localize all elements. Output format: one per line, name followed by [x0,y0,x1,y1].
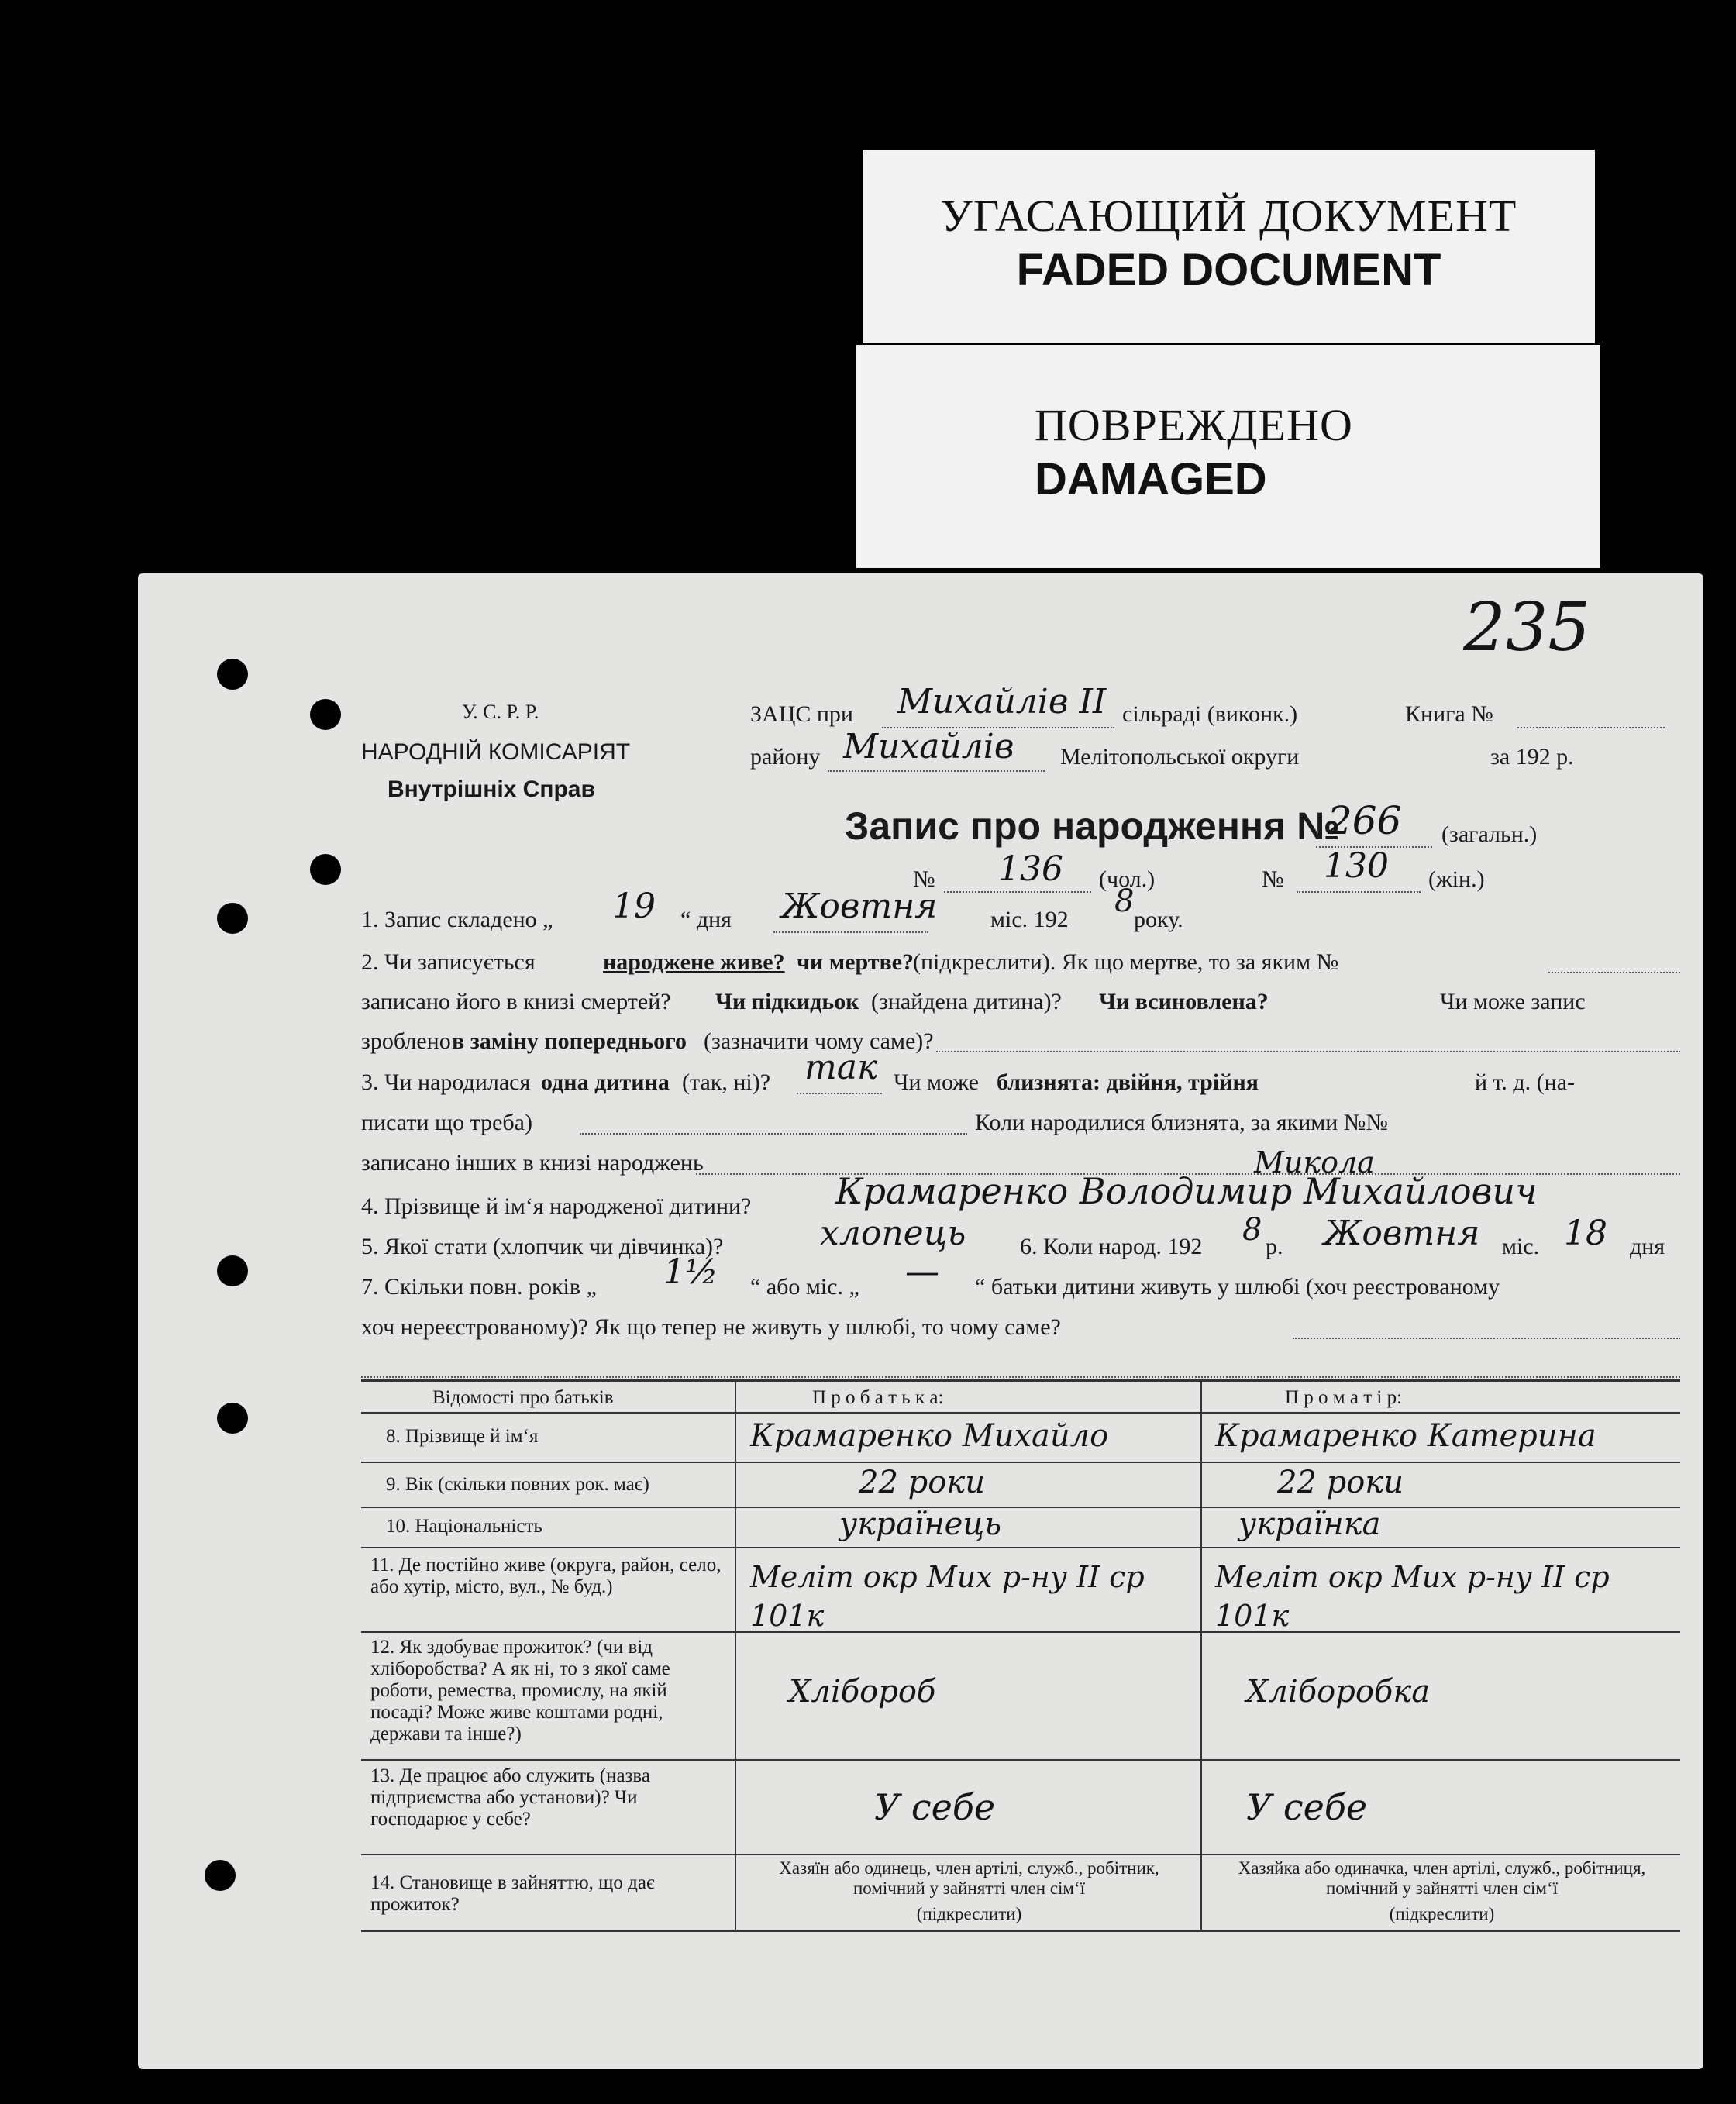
table-row-14-father-note: (підкреслити) [916,1904,1022,1923]
q5-label: 5. Якої стати (хлопчик чи дівчинка)? [361,1234,724,1259]
q4-label: 4. Прізвище й ім‘я народженої дитини? [361,1193,752,1219]
birth-record-form [138,573,1703,2069]
header-ussr: У. С. Р. Р. [462,701,539,723]
q4-value: Крамаренко Володимир Михайлович [835,1170,1538,1212]
district-suffix: Мелітопольської округи [1060,744,1300,770]
page-number: 235 [1463,589,1591,666]
q7-l1c: “ батьки дитини живуть у шлюбі (хоч реєстрованому [975,1274,1500,1300]
table-row-14-label: 14. Становище в зайняттю, що дає прожиток? [370,1872,655,1915]
q2-l1d: (підкреслити). Як що мертве, то за яким № [913,949,1339,975]
district-value: Михайлів [843,727,1014,766]
table-row-11-father: Меліт окр Мих р-ну ІІ ср 101к [750,1560,1145,1633]
table-row-11-label: 11. Де постійно живе (округа, район, село, або хутір, місто, вул., № буд.) [370,1555,722,1597]
q2-l1b: народжене живе? [603,949,785,975]
q1-d: року. [1134,907,1183,932]
q2-l3c: (зазначити чому саме)? [704,1028,934,1054]
table-row-10-father: українець [839,1507,1002,1542]
q3-l1d: Чи може [894,1069,979,1095]
table-row-12-mother: Хліборобка [1246,1674,1431,1710]
punch-hole [310,699,341,730]
q3-l2b: Коли народилися близнята, за якими №№ [975,1110,1389,1135]
title-suffix: (загальн.) [1442,821,1538,847]
q1-b: “ дня [680,907,732,932]
table-row-14-mother-note: (підкреслити) [1389,1904,1495,1923]
damaged-label-en: DAMAGED [1035,454,1267,504]
table-row-12-father: Хлібороб [789,1674,936,1710]
q2-l2b: Чи підкидьок [715,989,859,1014]
q2-l2d: Чи всиновлена? [1099,989,1269,1014]
punch-hole [217,1255,248,1286]
q3-l1b: одна дитина [541,1069,670,1095]
table-row-13-father: У себе [874,1786,996,1828]
q2-l1c: чи мертве? [797,949,914,975]
q6-day: 18 [1564,1214,1607,1253]
q1-year: 8 [1114,883,1135,919]
q3-l1c: (так, ні)? [682,1069,771,1095]
faded-document-label [863,150,1595,343]
zags-suffix: сільраді (виконк.) [1122,701,1298,727]
table-row-14-mother: Хазяйка або одиначка, член артілі, служб., робітниця, помічний у зайнятті член сім‘ї [1238,1858,1646,1898]
q7-years: 1½ [663,1252,718,1292]
table-row-9-label: 9. Вік (скільки повних рок. має) [386,1474,649,1495]
header-internal-affairs: Внутрішніх Справ [388,777,595,802]
zags-value: Михайлів ІІ [897,682,1107,721]
q3-l3a: записано інших в книзі народжень [361,1150,704,1176]
table-header-info: Відомості про батьків [432,1387,614,1408]
male-no-suffix: (чол.) [1099,866,1156,892]
district-prefix: району [750,744,821,770]
q2-l1a: 2. Чи записується [361,949,536,975]
male-no-value: 136 [998,849,1063,889]
q3-l2a: писати що треба) [361,1110,532,1135]
table-row-10-label: 10. Національність [386,1516,542,1537]
q4-above: Микола [1254,1145,1375,1179]
q7-l1b: “ або міс. „ [750,1274,859,1300]
book-label: Книга № [1405,701,1493,727]
q6-month: Жовтня [1324,1214,1480,1253]
table-row-9-mother: 22 роки [1277,1465,1404,1500]
q3-answer: так [804,1048,878,1087]
q6-dnya: дня [1630,1234,1665,1259]
table-header-father: П р о б а т ь к а: [812,1387,944,1408]
punch-hole [205,1860,236,1891]
q7-months: — [905,1252,939,1292]
q3-l1f: й т. д. (на- [1475,1069,1576,1095]
punch-hole [310,854,341,885]
table-row-13-label: 13. Де працює або служить (назва підприємства або установи)? Чи господарює у себе? [370,1765,650,1830]
q2-l2a: записано його в книзі смертей? [361,989,671,1014]
table-row-8-mother: Крамаренко Катерина [1215,1418,1596,1454]
faded-label-ru: УГАСАЮЩИЙ ДОКУМЕНТ [940,191,1517,241]
q3-l1e: близнята: двійня, трійня [997,1069,1259,1095]
table-row-11-mother: Меліт окр Мих р-ну ІІ ср 101к [1215,1560,1610,1633]
q1-c: міс. 192 [990,907,1069,932]
table-row-8-father: Крамаренко Михайло [750,1418,1109,1454]
table-row-8-label: 8. Прізвище й ім‘я [386,1426,539,1447]
q1-day: 19 [612,887,656,926]
punch-hole [217,903,248,934]
male-no-label: № [913,866,935,892]
q6-mis: міс. [1502,1234,1540,1259]
table-row-9-father: 22 роки [859,1465,985,1500]
q3-l1a: 3. Чи народилася [361,1069,531,1095]
table-row-12-label: 12. Як здобуває прожиток? (чи від хліборобства? А як ні, то з якої саме роботи, ремества, промислу, на якій посаді? Може живе коштами родні, держави та інше?) [370,1637,670,1744]
record-title: Запис про народження № [845,804,1340,848]
table-row-14-father: Хазяїн або одинець, член артілі, служб., робітник, помічний у зайнятті член сім‘ї [779,1858,1159,1898]
q7-l1a: 7. Скільки повн. років „ [361,1274,597,1300]
q2-l3b: в заміну попереднього [452,1028,687,1054]
q2-l3a: зроблено [361,1028,451,1054]
q5-value: хлопець [820,1214,966,1253]
female-no-label: № [1262,866,1284,892]
record-number: 266 [1328,798,1402,843]
header-commissariat: НАРОДНІЙ КОМІСАРІЯТ [361,739,631,765]
year-label: за 192 р. [1490,744,1574,770]
q1-month: Жовтня [781,887,938,926]
female-no-value: 130 [1324,846,1389,886]
q6-year: 8 [1242,1212,1262,1248]
q7-l2: хоч нереєстрованому)? Як що тепер не живуть у шлюбі, то чому саме? [361,1314,1061,1340]
damaged-label [856,345,1600,568]
q2-l2e: Чи може запис [1440,989,1586,1014]
q2-l2c: (знайдена дитина)? [871,989,1062,1014]
q1-a: 1. Запис складено „ [361,907,553,932]
faded-label-en: FADED DOCUMENT [1016,245,1442,295]
table-header-mother: П р о м а т і р: [1285,1387,1403,1408]
q6-label: 6. Коли народ. 192 [1020,1234,1203,1259]
table-row-10-mother: українка [1238,1507,1381,1542]
zags-prefix: ЗАЦС при [750,701,853,727]
punch-hole [217,659,248,690]
female-no-suffix: (жін.) [1428,866,1485,892]
table-row-13-mother: У себе [1246,1786,1368,1828]
q6-r: р. [1266,1234,1283,1259]
damaged-label-ru: ПОВРЕЖДЕНО [1035,400,1353,450]
punch-hole [217,1403,248,1434]
